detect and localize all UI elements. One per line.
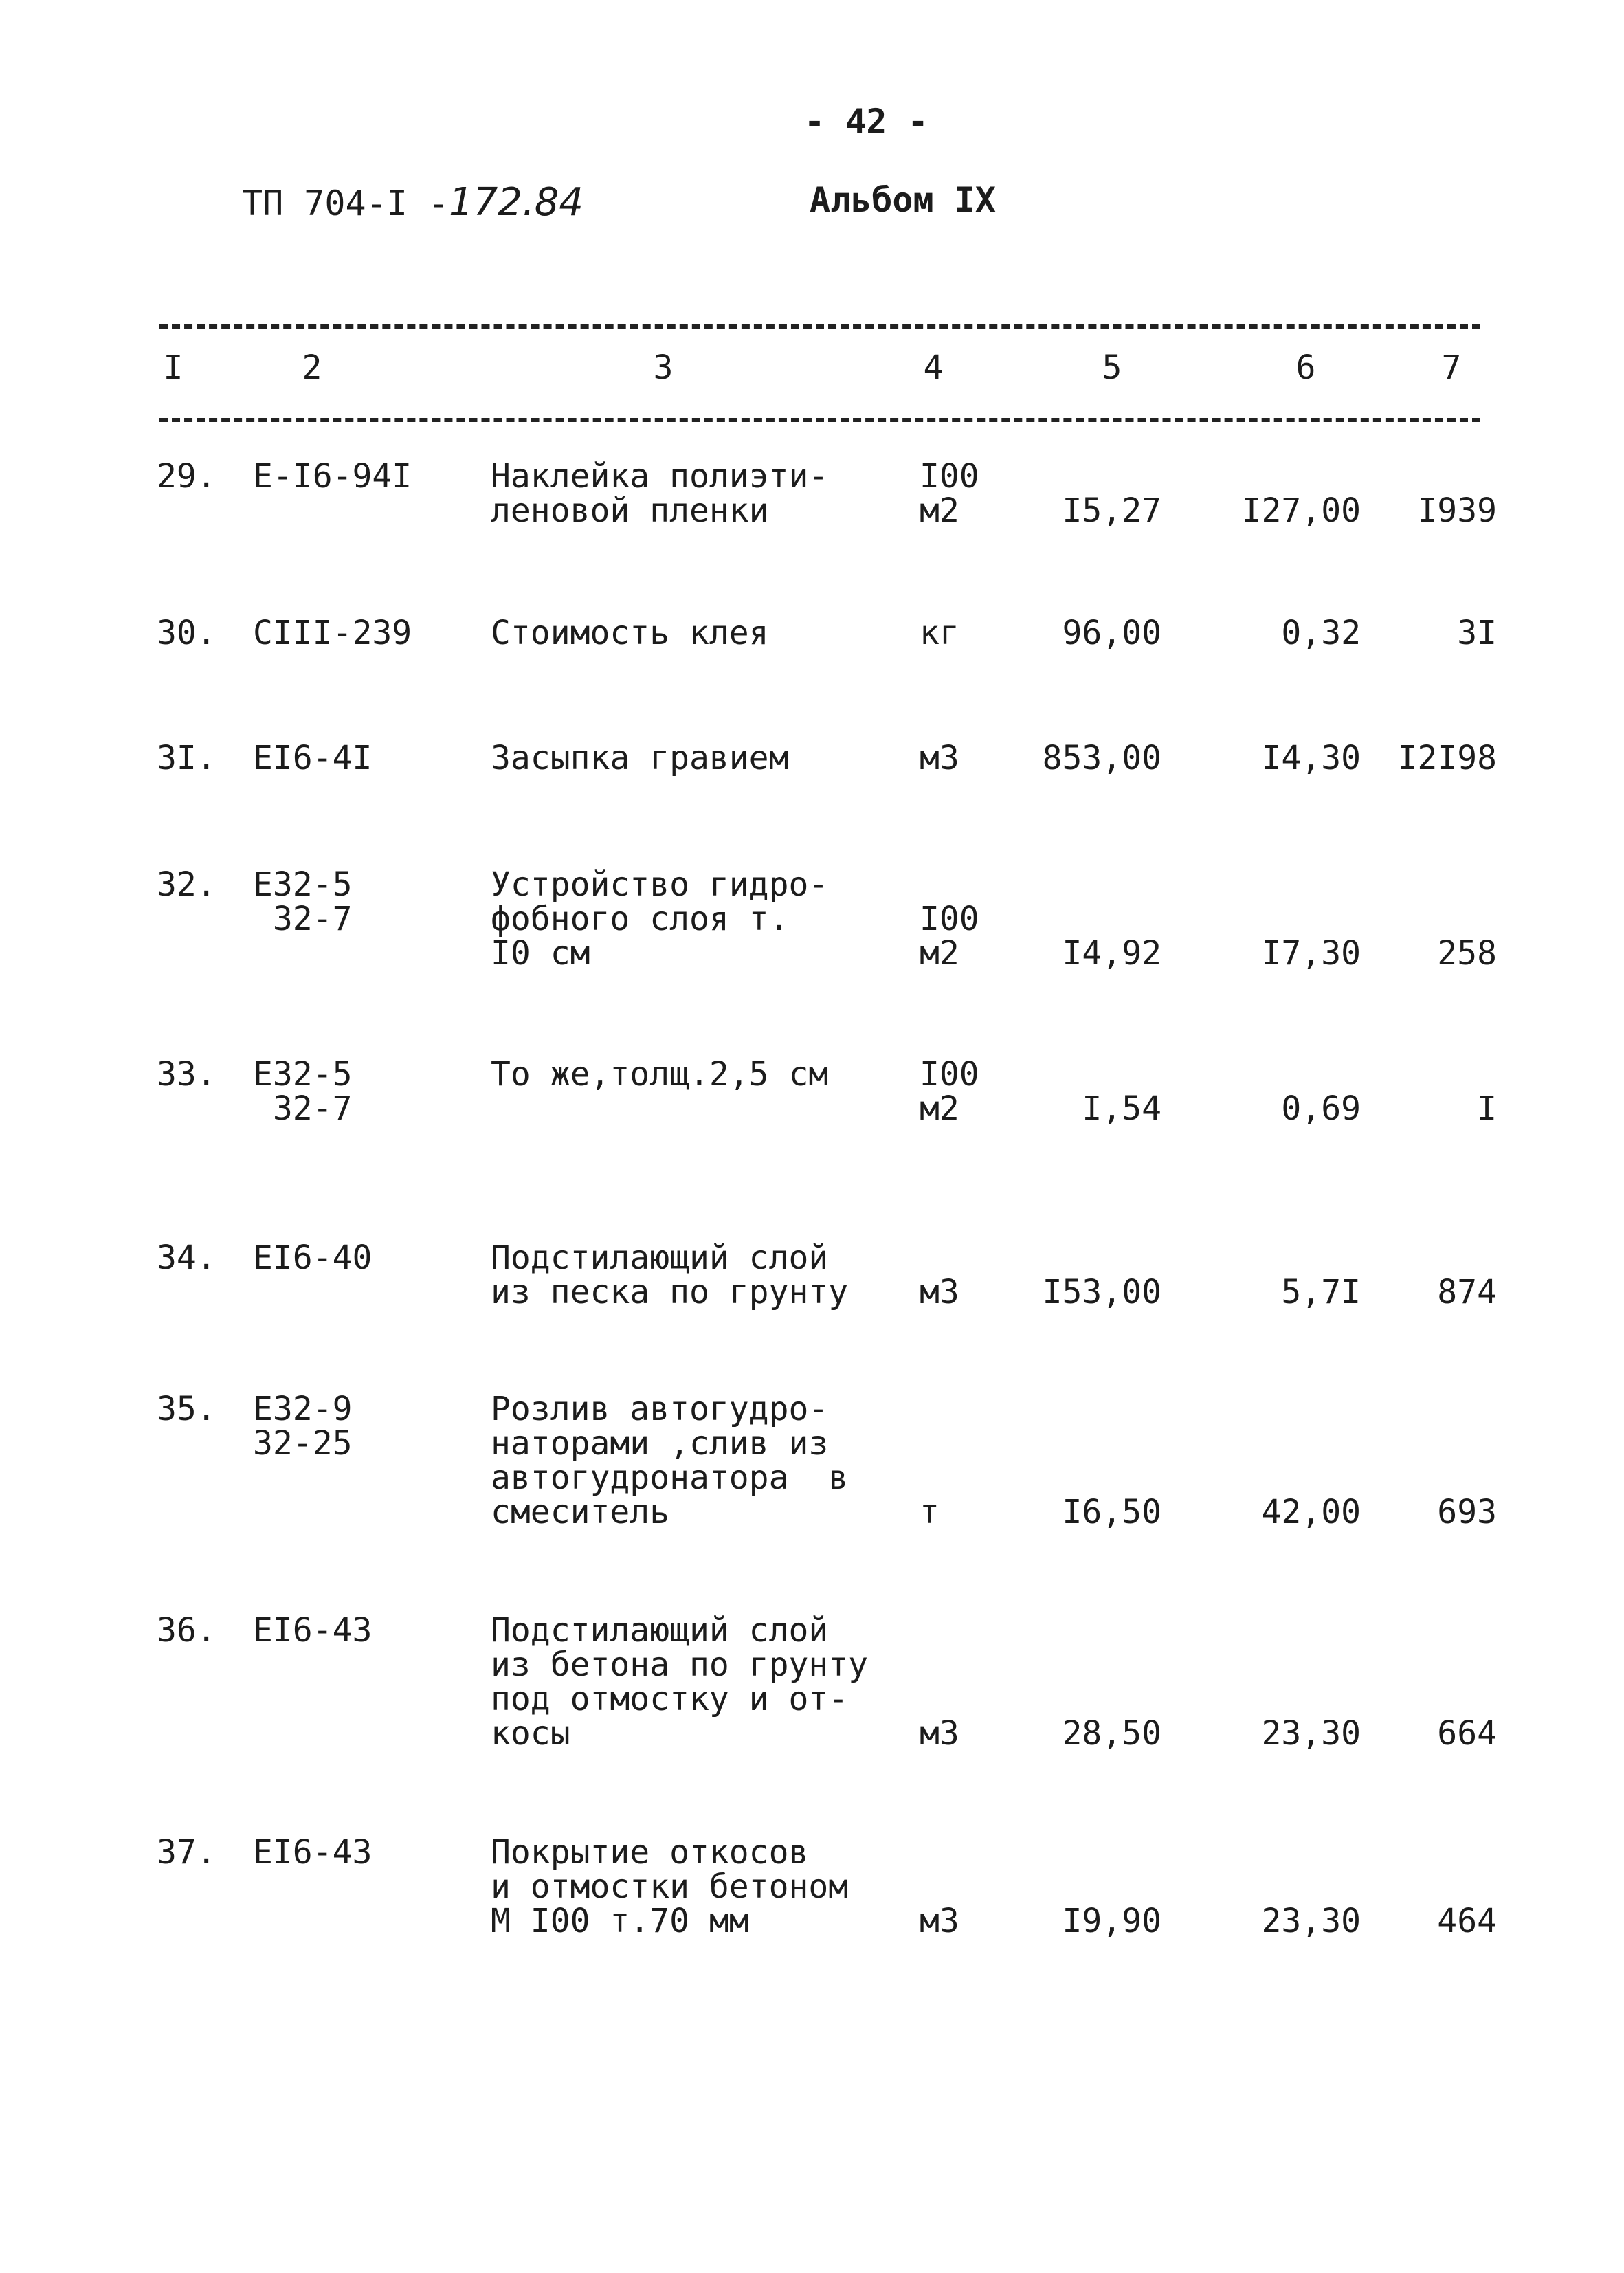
unit: I00 bbox=[920, 900, 979, 938]
unit-price: 23,30 bbox=[1261, 1714, 1361, 1753]
norm-code: 32-25 bbox=[253, 1424, 353, 1463]
row-number: 32. bbox=[157, 865, 216, 904]
unit-price: I27,00 bbox=[1241, 491, 1361, 530]
row-number: 37. bbox=[157, 1833, 216, 1872]
unit: м2 bbox=[920, 491, 959, 530]
unit: м2 bbox=[920, 934, 959, 973]
unit: м3 bbox=[920, 1902, 959, 1940]
unit: I00 bbox=[920, 457, 979, 496]
quantity: I5,27 bbox=[1062, 491, 1161, 530]
row-number: 30. bbox=[157, 614, 216, 652]
norm-code: Е32-5 bbox=[253, 1055, 353, 1094]
work-description: Покрытие откосов bbox=[491, 1833, 809, 1872]
norm-code: 32-7 bbox=[253, 1089, 353, 1128]
total-cost: 874 bbox=[1437, 1273, 1497, 1311]
total-cost: I2I98 bbox=[1397, 739, 1497, 777]
norm-code: Е-I6-94I bbox=[253, 457, 412, 496]
column-header-7: 7 bbox=[1441, 348, 1462, 387]
column-header-4: 4 bbox=[923, 348, 944, 387]
header-bottom-rule bbox=[159, 418, 1480, 422]
unit: м3 bbox=[920, 739, 959, 777]
norm-code: Е32-9 bbox=[253, 1390, 353, 1428]
work-description: Подстилающий слой bbox=[491, 1611, 829, 1650]
document-code-typed: ТП 704-I - bbox=[242, 184, 449, 223]
header-top-rule bbox=[159, 324, 1480, 329]
column-header-3: 3 bbox=[653, 348, 674, 387]
norm-code: СIII-239 bbox=[253, 614, 412, 652]
column-header-1: I bbox=[163, 348, 183, 387]
total-cost: I939 bbox=[1417, 491, 1497, 530]
row-number: 35. bbox=[157, 1390, 216, 1428]
quantity: I,54 bbox=[1082, 1089, 1161, 1128]
total-cost: I bbox=[1477, 1089, 1497, 1128]
work-description: фобного слоя т. bbox=[491, 900, 789, 938]
quantity: 28,50 bbox=[1062, 1714, 1161, 1753]
unit-price: 5,7I bbox=[1281, 1273, 1361, 1311]
norm-code: Е32-5 bbox=[253, 865, 353, 904]
work-description: М I00 т.70 мм bbox=[491, 1902, 749, 1940]
work-description: леновой пленки bbox=[491, 491, 769, 530]
unit-price: 0,69 bbox=[1281, 1089, 1361, 1128]
unit-price: I4,30 bbox=[1261, 739, 1361, 777]
work-description: под отмостку и от- bbox=[491, 1680, 849, 1718]
quantity: I53,00 bbox=[1042, 1273, 1161, 1311]
norm-code: ЕI6-4I bbox=[253, 739, 372, 777]
unit: м2 bbox=[920, 1089, 959, 1128]
document-code bbox=[242, 180, 583, 225]
work-description: косы bbox=[491, 1714, 570, 1753]
work-description: из песка по грунту bbox=[491, 1273, 849, 1311]
row-number: 3I. bbox=[157, 739, 216, 777]
work-description: из бетона по грунту bbox=[491, 1645, 869, 1684]
row-number: 36. bbox=[157, 1611, 216, 1650]
quantity: I9,90 bbox=[1062, 1902, 1161, 1940]
column-header-6: 6 bbox=[1295, 348, 1316, 387]
page-number: - 42 - bbox=[804, 102, 928, 142]
quantity: I6,50 bbox=[1062, 1493, 1161, 1531]
unit: м3 bbox=[920, 1714, 959, 1753]
total-cost: 464 bbox=[1437, 1902, 1497, 1940]
quantity: I4,92 bbox=[1062, 934, 1161, 973]
unit-price: 23,30 bbox=[1261, 1902, 1361, 1940]
work-description: автогудронатора в bbox=[491, 1459, 849, 1497]
work-description: Устройство гидро- bbox=[491, 865, 829, 904]
album-label: Альбом IX bbox=[810, 180, 996, 220]
unit: т bbox=[920, 1493, 939, 1531]
norm-code: ЕI6-43 bbox=[253, 1833, 372, 1872]
quantity: 96,00 bbox=[1062, 614, 1161, 652]
norm-code: 32-7 bbox=[253, 900, 353, 938]
work-description: То же,толщ.2,5 см bbox=[491, 1055, 829, 1094]
unit: кг bbox=[920, 614, 959, 652]
row-number: 34. bbox=[157, 1239, 216, 1277]
work-description: I0 см bbox=[491, 934, 590, 973]
work-description: Подстилающий слой bbox=[491, 1239, 829, 1277]
total-cost: 664 bbox=[1437, 1714, 1497, 1753]
norm-code: ЕI6-40 bbox=[253, 1239, 372, 1277]
work-description: Стоимость клея bbox=[491, 614, 769, 652]
unit-price: I7,30 bbox=[1261, 934, 1361, 973]
quantity: 853,00 bbox=[1042, 739, 1161, 777]
unit-price: 0,32 bbox=[1281, 614, 1361, 652]
work-description: смеситель bbox=[491, 1493, 670, 1531]
work-description: Засыпка гравием bbox=[491, 739, 789, 777]
norm-code: ЕI6-43 bbox=[253, 1611, 372, 1650]
total-cost: 258 bbox=[1437, 934, 1497, 973]
work-description: и отмостки бетоном bbox=[491, 1867, 849, 1906]
column-header-2: 2 bbox=[302, 348, 322, 387]
unit: м3 bbox=[920, 1273, 959, 1311]
row-number: 29. bbox=[157, 457, 216, 496]
unit-price: 42,00 bbox=[1261, 1493, 1361, 1531]
work-description: Наклейка полиэти- bbox=[491, 457, 829, 496]
column-header-5: 5 bbox=[1102, 348, 1122, 387]
unit: I00 bbox=[920, 1055, 979, 1094]
total-cost: 3I bbox=[1457, 614, 1497, 652]
work-description: Розлив автогудро- bbox=[491, 1390, 829, 1428]
total-cost: 693 bbox=[1437, 1493, 1497, 1531]
document-code-handwritten: 172.84 bbox=[449, 180, 583, 225]
work-description: наторами ,слив из bbox=[491, 1424, 829, 1463]
row-number: 33. bbox=[157, 1055, 216, 1094]
